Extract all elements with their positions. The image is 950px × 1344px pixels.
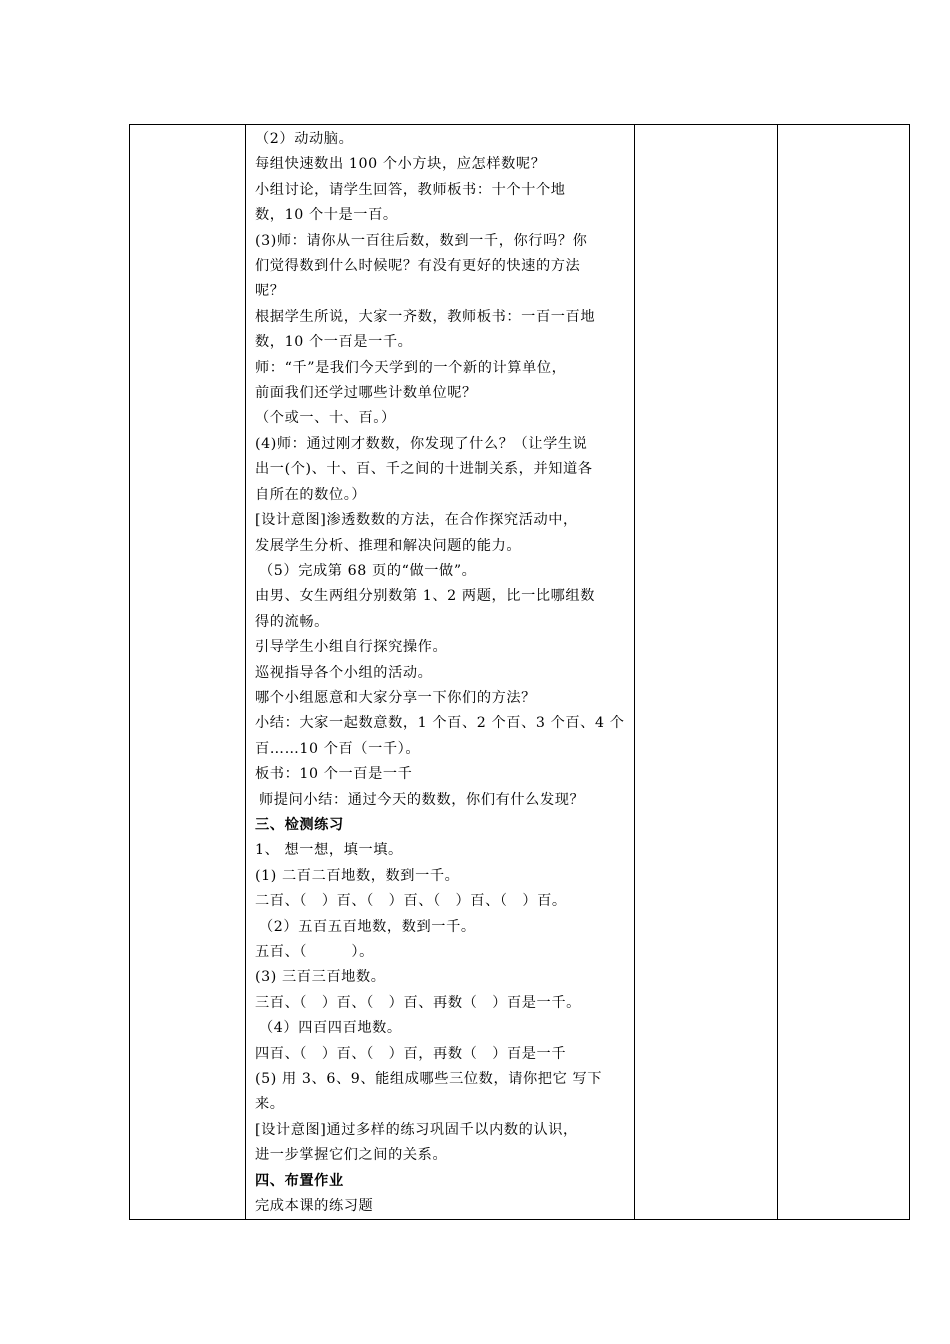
text-line: 三百、（ ）百、（ ）百、再数（ ）百是一千。 <box>255 994 581 1011</box>
text-line: 完成本课的练习题 <box>255 1198 374 1215</box>
text-line: （2）动动脑。 <box>255 131 354 147</box>
text-line: [设计意图]渗透数数的方法，在合作探究活动中， <box>255 512 578 529</box>
text-line: 巡视指导各个小组的活动。 <box>255 664 433 681</box>
text-line: 小组讨论，请学生回答，教师板书：十个十个地 <box>255 181 566 198</box>
text-line: （4）四百四百地数。 <box>259 1020 402 1037</box>
text-line: 四百、（ ）百、（ ）百，再数（ ）百是一千 <box>255 1045 567 1062</box>
text-line: 得的流畅。 <box>255 613 329 630</box>
table-row <box>130 125 910 1220</box>
text-line: 二百、（ ）百、（ ）百、（ ）百、（ ）百。 <box>255 893 567 910</box>
section-heading: 四、布置作业 <box>255 1172 344 1189</box>
text-line: [设计意图]通过多样的练习巩固千以内数的认识， <box>255 1121 578 1138</box>
right-empty-cell-2 <box>778 125 910 1220</box>
text-line: (4)师：通过刚才数数，你发现了什么？（让学生说 <box>255 435 588 452</box>
text-line: 们觉得数到什么时候呢？有没有更好的快速的方法 <box>255 258 581 275</box>
text-line: 板书：10 个一百是一千 <box>255 766 413 783</box>
text-line: （5）完成第 68 页的“做一做”。 <box>259 562 477 579</box>
text-line: （2）五百五百地数，数到一千。 <box>259 918 476 935</box>
text-line: 前面我们还学过哪些计数单位呢？ <box>255 385 477 402</box>
text-line: 出一(个)、十、百、千之间的十进制关系，并知道各 <box>255 461 593 478</box>
lesson-plan-table <box>129 124 910 1220</box>
text-line: 师：“千”是我们今天学到的一个新的计算单位， <box>255 359 567 376</box>
text-line: 呢？ <box>255 283 285 300</box>
text-line: 1、 想一想，填一填。 <box>255 842 403 859</box>
text-line: 每组快速数出 100 个小方块，应怎样数呢？ <box>255 156 546 173</box>
text-line: 师提问小结：通过今天的数数，你们有什么发现？ <box>259 791 585 808</box>
text-line: 五百、（ ）。 <box>255 944 374 960</box>
text-line: 自所在的数位。） <box>255 486 367 503</box>
text-line: （个或一、十、百。） <box>255 410 396 427</box>
text-line: 发展学生分析、推理和解决问题的能力。 <box>255 537 522 554</box>
text-line: 根据学生所说，大家一齐数，教师板书：一百一百地 <box>255 308 596 325</box>
text-line: 百……10 个百（一千）。 <box>255 740 421 757</box>
text-line: 小结：大家一起数意数，1 个百、2 个百、3 个百、4 个 <box>255 715 625 732</box>
text-line: (5) 用 3、6、9、能组成哪些三位数，请你把它 写下 <box>255 1071 603 1088</box>
text-line: 由男、女生两组分别数第 1、2 两题，比一比哪组数 <box>255 588 596 605</box>
text-line: 进一步掌握它们之间的关系。 <box>255 1147 448 1164</box>
text-line: 哪个小组愿意和大家分享一下你们的方法？ <box>255 689 536 706</box>
text-line: (3)师：请你从一百往后数，数到一千，你行吗？你 <box>255 232 588 249</box>
text-line: (3) 三百三百地数。 <box>255 969 386 986</box>
content-cell <box>246 125 635 1220</box>
section-heading: 三、检测练习 <box>255 816 344 833</box>
text-line: 引导学生小组自行探究操作。 <box>255 639 448 656</box>
text-line: (1) 二百二百地数，数到一千。 <box>255 867 460 884</box>
text-line: 数，10 个十是一百。 <box>255 207 398 224</box>
right-empty-cell-1 <box>635 125 778 1220</box>
text-line: 数，10 个一百是一千。 <box>255 334 413 351</box>
text-line: 来。 <box>255 1096 285 1113</box>
lesson-content <box>246 125 634 1219</box>
left-empty-cell <box>130 125 246 1220</box>
